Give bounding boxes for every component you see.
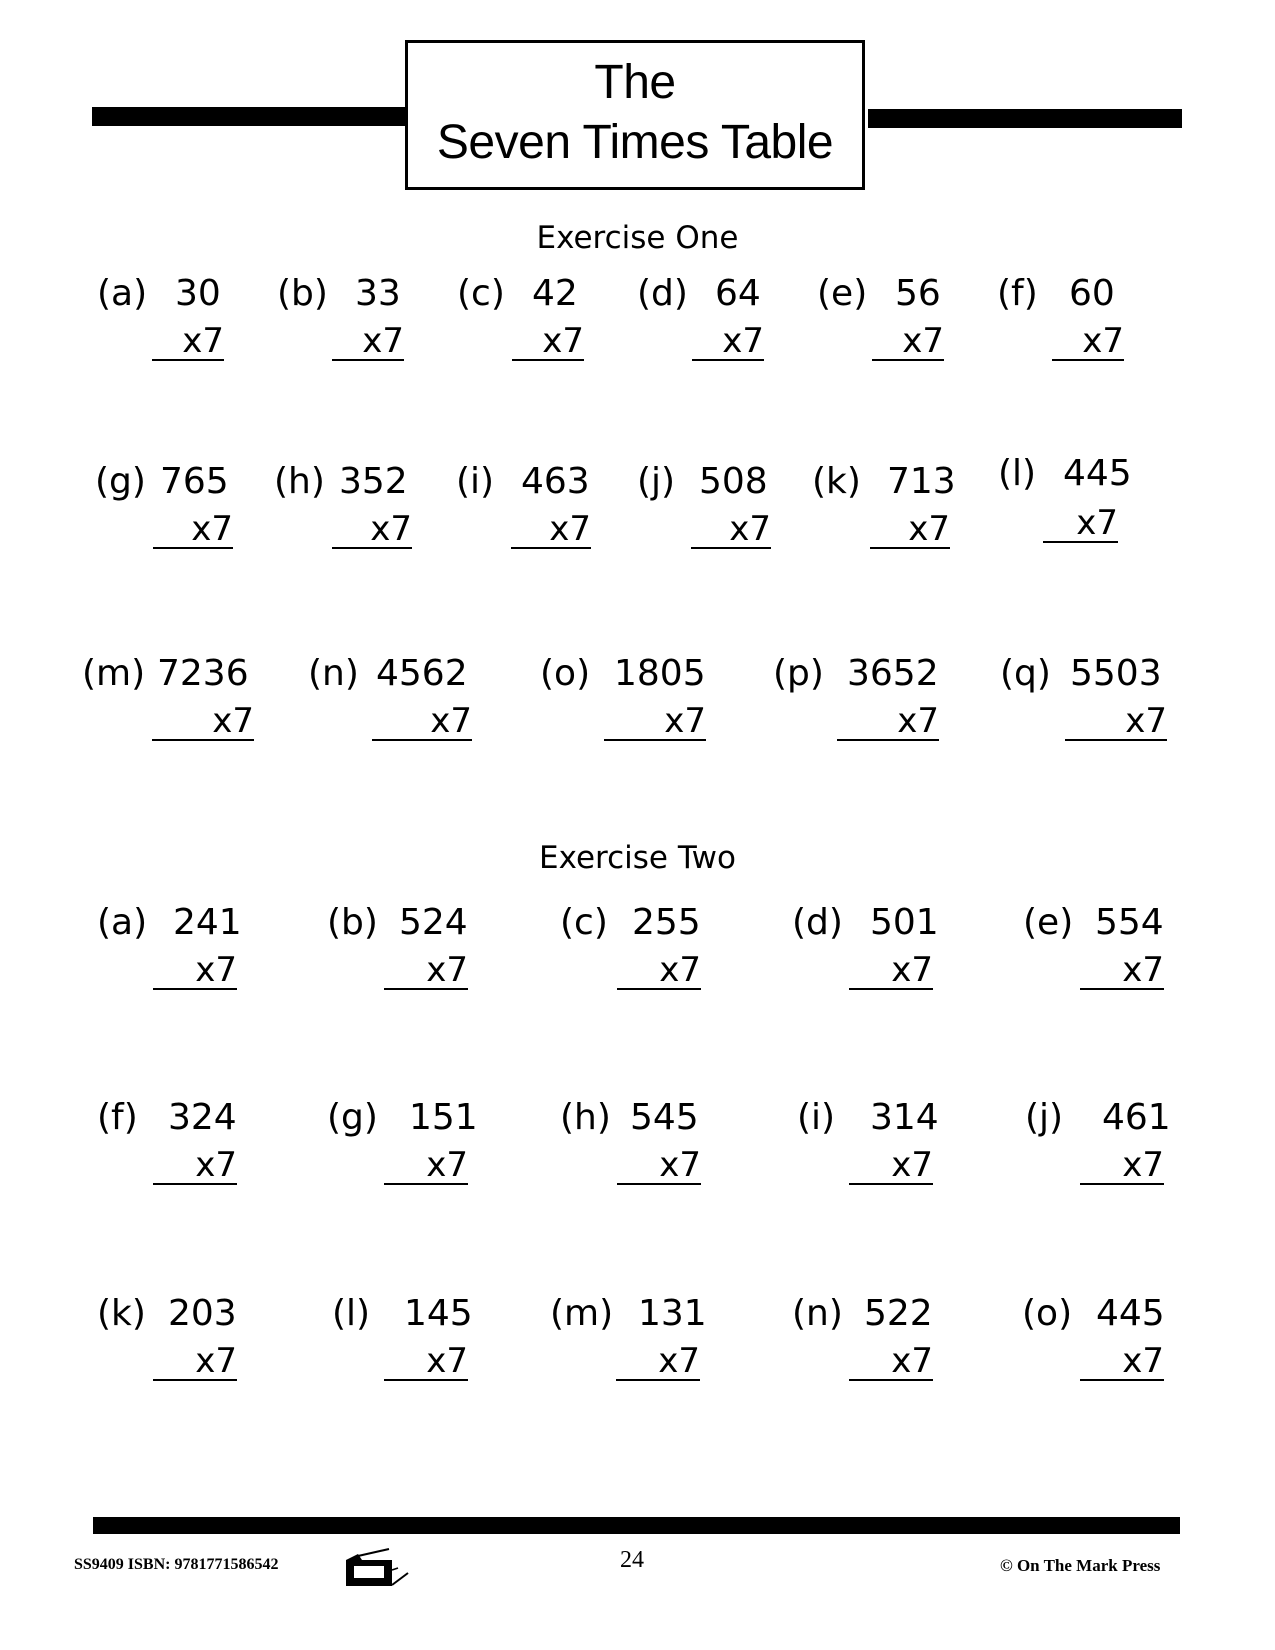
multiplier: x7	[616, 1343, 700, 1381]
multiplier: x7	[1080, 1147, 1164, 1185]
problem-label: (c)	[560, 902, 608, 943]
problem-number: 765	[160, 461, 229, 502]
footer-rule	[93, 1517, 1180, 1534]
footer-copyright: © On The Mark Press	[1000, 1556, 1161, 1575]
multiplier: x7	[153, 952, 237, 990]
problem-label: (b)	[327, 902, 378, 943]
problem-label: (d)	[792, 902, 843, 943]
problem-label: (f)	[997, 273, 1038, 314]
problem-number: 524	[399, 902, 468, 943]
multiplier: x7	[617, 952, 701, 990]
problem-label: (h)	[274, 461, 325, 502]
multiplier: x7	[691, 511, 771, 549]
multiplier: x7	[153, 1147, 237, 1185]
problem-number: 7236	[157, 653, 249, 694]
multiplier: x7	[384, 1343, 468, 1381]
problem-label: (j)	[1025, 1097, 1064, 1138]
multiplier: x7	[153, 1343, 237, 1381]
page-title	[405, 40, 865, 190]
multiplier: x7	[870, 511, 950, 549]
problem-number: 352	[339, 461, 408, 502]
problem-number: 463	[521, 461, 590, 502]
problem-label: (m)	[550, 1293, 614, 1334]
problem-label: (g)	[327, 1097, 378, 1138]
problem-number: 151	[409, 1097, 478, 1138]
problem-label: (c)	[457, 273, 505, 314]
problem-label: (a)	[97, 273, 148, 314]
header-rule-right	[868, 109, 1182, 128]
problem-label: (l)	[998, 453, 1037, 494]
footer-code-isbn: SS9409 ISBN: 9781771586542	[74, 1556, 279, 1573]
exercise-two-heading: Exercise Two	[539, 840, 736, 876]
problem-number: 203	[168, 1293, 237, 1334]
multiplier: x7	[332, 323, 404, 361]
multiplier: x7	[152, 323, 224, 361]
problem-number: 42	[532, 273, 578, 314]
problem-number: 56	[895, 273, 941, 314]
multiplier: x7	[1065, 703, 1167, 741]
multiplier: x7	[511, 511, 591, 549]
multiplier: x7	[849, 1147, 933, 1185]
page-number: 24	[620, 1547, 644, 1573]
title-line-2: Seven Times Table	[436, 116, 834, 169]
problem-number: 554	[1095, 902, 1164, 943]
problem-label: (k)	[97, 1293, 146, 1334]
multiplier: x7	[384, 952, 468, 990]
exercise-one-heading: Exercise One	[536, 220, 739, 256]
header-rule-left	[92, 107, 406, 126]
multiplier: x7	[152, 703, 254, 741]
multiplier: x7	[384, 1147, 468, 1185]
title-line-1: The	[594, 56, 676, 109]
problem-label: (o)	[540, 653, 591, 694]
problem-number: 5503	[1070, 653, 1162, 694]
problem-label: (q)	[1000, 653, 1051, 694]
multiplier: x7	[332, 511, 412, 549]
problem-number: 255	[632, 902, 701, 943]
multiplier: x7	[372, 703, 472, 741]
problem-number: 60	[1069, 273, 1115, 314]
problem-label: (i)	[797, 1097, 836, 1138]
problem-label: (b)	[277, 273, 328, 314]
problem-number: 508	[699, 461, 768, 502]
problem-number: 445	[1096, 1293, 1165, 1334]
problem-number: 64	[715, 273, 761, 314]
problem-label: (i)	[456, 461, 495, 502]
problem-number: 33	[355, 273, 401, 314]
multiplier: x7	[617, 1147, 701, 1185]
problem-label: (e)	[817, 273, 868, 314]
multiplier: x7	[1043, 505, 1118, 543]
problem-number: 4562	[376, 653, 468, 694]
problem-number: 445	[1063, 453, 1132, 494]
multiplier: x7	[1052, 323, 1124, 361]
problem-label: (m)	[82, 653, 146, 694]
problem-label: (n)	[308, 653, 359, 694]
multiplier: x7	[849, 1343, 933, 1381]
multiplier: x7	[153, 511, 233, 549]
problem-label: (f)	[97, 1097, 138, 1138]
problem-label: (d)	[637, 273, 688, 314]
problem-label: (o)	[1022, 1293, 1073, 1334]
problem-label: (a)	[97, 902, 148, 943]
problem-number: 324	[168, 1097, 237, 1138]
problem-number: 461	[1102, 1097, 1171, 1138]
problem-number: 30	[175, 273, 221, 314]
problem-number: 1805	[614, 653, 706, 694]
problem-number: 3652	[847, 653, 939, 694]
problem-number: 314	[870, 1097, 939, 1138]
multiplier: x7	[849, 952, 933, 990]
problem-number: 545	[630, 1097, 699, 1138]
problem-label: (p)	[773, 653, 824, 694]
problem-label: (k)	[812, 461, 861, 502]
multiplier: x7	[1080, 1343, 1164, 1381]
problem-label: (l)	[332, 1293, 371, 1334]
problem-number: 713	[887, 461, 956, 502]
problem-number: 241	[173, 902, 242, 943]
multiplier: x7	[512, 323, 584, 361]
problem-number: 131	[638, 1293, 707, 1334]
problem-number: 522	[864, 1293, 933, 1334]
problem-label: (j)	[637, 461, 676, 502]
problem-label: (g)	[95, 461, 146, 502]
problem-label: (e)	[1023, 902, 1074, 943]
problem-number: 145	[404, 1293, 473, 1334]
multiplier: x7	[1080, 952, 1164, 990]
problem-number: 501	[870, 902, 939, 943]
multiplier: x7	[692, 323, 764, 361]
multiplier: x7	[872, 323, 944, 361]
problem-label: (h)	[560, 1097, 611, 1138]
multiplier: x7	[837, 703, 939, 741]
multiplier: x7	[604, 703, 706, 741]
problem-label: (n)	[792, 1293, 843, 1334]
copier-icon	[344, 1548, 419, 1588]
